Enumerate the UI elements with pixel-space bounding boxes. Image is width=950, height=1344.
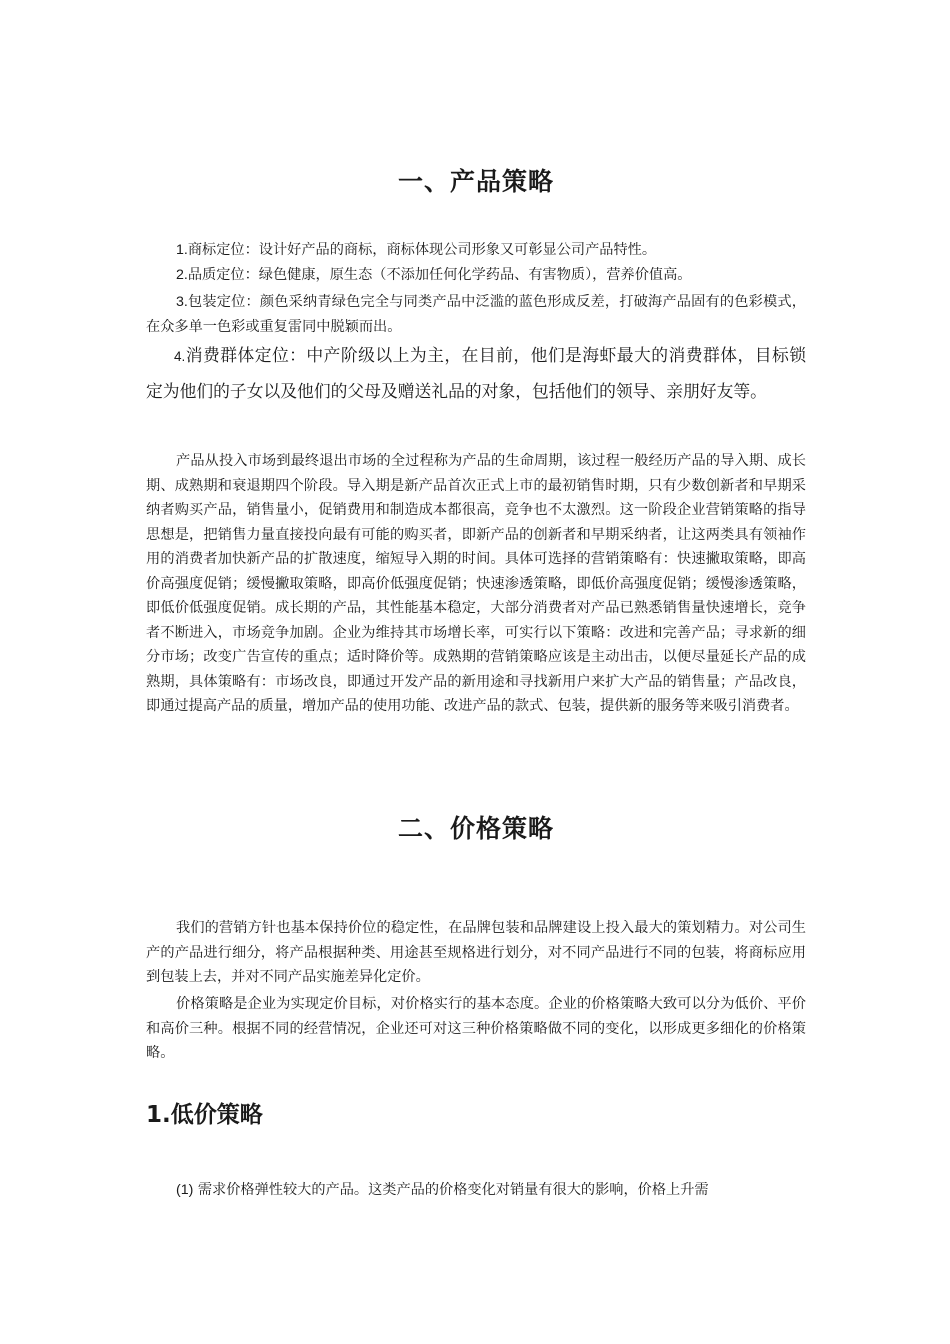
section-1-title: 一、产品策略 [397,167,554,196]
item-number: 3. [176,294,188,310]
positioning-item-3 [146,290,806,339]
item-number: 4. [174,349,186,364]
item-text: 品质定位：绿色健康，原生态（不添加任何化学药品、有害物质），营养价值高。 [187,267,692,283]
item-text: 消费群体定位：中产阶级以上为主，在目前，他们是海虾最大的消费群体，目标锁定为他们的子女以及他们的父母及赠送礼品的对象，包括他们的领导、亲朋好友等。 [146,345,806,401]
item-number: (1) [176,1182,194,1198]
item-text: 需求价格弹性较大的产品。这类产品的价格变化对销量有很大的影响，价格上升需 [197,1182,709,1198]
item-text: 商标定位：设计好产品的商标，商标体现公司形象又可彰显公司产品特性。 [187,242,657,258]
pricing-paragraph-1: 我们的营销方针也基本保持价位的稳定性，在品牌包装和品牌建设上投入最大的策划精力。对公司生产的产品进行细分，将产品根据种类、用途甚至规格进行划分，对不同产品进行不同的包装，将商标应用到包装上去，并对不同产品实施差异化定价。 [146,920,806,985]
positioning-item-4 [146,338,806,408]
pricing-paragraph-2: 价格策略是企业为实现定价目标，对价格实行的基本态度。企业的价格策略大致可以分为低价、平价和高价三种。根据不同的经营情况，企业还可对这三种价格策略做不同的变化，以形成更多细化的价格策略。 [146,996,806,1061]
item-number: 1. [176,242,188,258]
subsection-1-title: 1.低价策略 [146,1102,263,1128]
positioning-item-2 [146,263,836,288]
item-number: 2. [176,267,188,283]
item-text: 包装定位：颜色采纳青绿色完全与同类产品中泛滥的蓝色形成反差，打破海产品固有的色彩模式，在众多单一色彩或重复雷同中脱颖而出。 [146,294,806,335]
section-2-title: 二、价格策略 [397,814,554,843]
low-price-item-1 [146,1178,806,1203]
positioning-item-1 [146,238,836,263]
lifecycle-paragraph: 产品从投入市场到最终退出市场的全过程称为产品的生命周期，该过程一般经历产品的导入期、成长期、成熟期和衰退期四个阶段。导入期是新产品首次正式上市的最初销售时期，只有少数创新者和早期采纳者购买产品，销售量小，促销费用和制造成本都很高，竞争也不太激烈。这一阶段企业营销策略的指导思想是，把销售力量直接投向最有可能的购买者，即新产品的创新者和早期采纳者，让这两类具有领袖作用的消费者加快新产品的扩散速度，缩短导入期的时间。具体可选择的营销策略有：快速撇取策略，即高价高强度促销；缓慢撇取策略，即高价低强度促销；快速渗透策略，即低价高强度促销；缓慢渗透策略，即低价低强度促销。成长期的产品，其性能基本稳定，大部分消费者对产品已熟悉销售量快速增长，竞争者不断进入，市场竞争加剧。企业为维持其市场增长率，可实行以下策略：改进和完善产品；寻求新的细分市场；改变广告宣传的重点；适时降价等。成熟期的营销策略应该是主动出击，以便尽量延长产品的成熟期，具体策略有：市场改良，即通过开发产品的新用途和寻找新用户来扩大产品的销售量；产品改良，即通过提高产品的质量，增加产品的使用功能、改进产品的款式、包装，提供新的服务等来吸引消费者。 [146,453,806,714]
